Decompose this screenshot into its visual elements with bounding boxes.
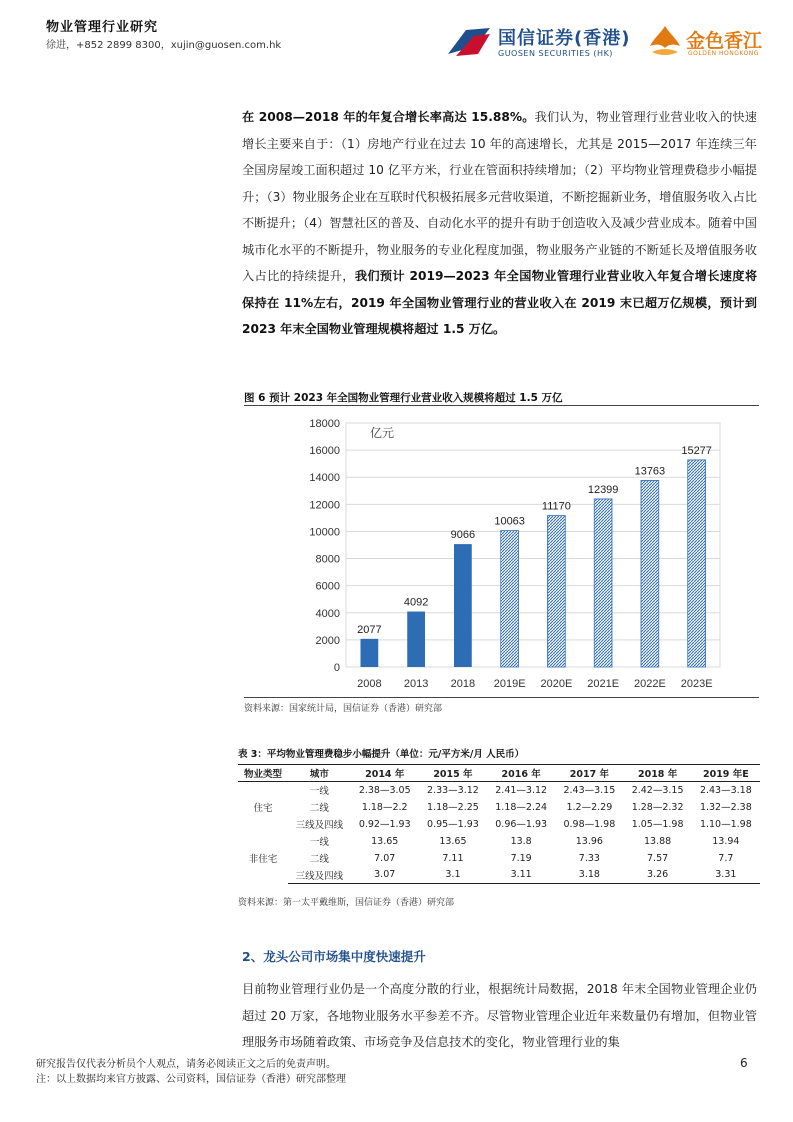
golden-hongkong-logo-en: GOLDEN HONGKONG: [688, 50, 759, 57]
bar: [360, 639, 378, 667]
guosen-logo-icon: [446, 24, 492, 60]
revenue-chart: [244, 405, 759, 695]
fee-value-cell: 13.65: [439, 835, 467, 847]
bar: [407, 612, 425, 667]
footer-disclaimer: 研究报告仅代表分析员个人观点，请务必阅读正文之后的免责声明。: [36, 1059, 336, 1070]
figure-bottom-rule: [244, 697, 759, 698]
table-row: [238, 799, 760, 816]
bar: [594, 499, 612, 667]
city-tier-cell: 三线及四线: [295, 820, 344, 831]
bar: [547, 516, 565, 667]
fee-value-cell: 1.18—2.2: [361, 801, 408, 813]
guosen-logo: [446, 22, 631, 66]
property-type-cell: 非住宅: [248, 854, 278, 865]
city-tier-cell: 三线及四线: [288, 867, 351, 884]
x-tick-label: 2022E: [633, 678, 666, 690]
fee-value-cell: 13.65: [371, 835, 399, 847]
property-type-cell: 住宅: [253, 803, 273, 815]
intro-bold-tail: 我们预计 2019—2023 年全国物业管理行业营业收入年复合增长速度将保持在 11%左右，2019 年全国物业管理行业的营业收入在 2019 末已超万亿规模，预计到 2023 年末全国物业管理规模将超过 1.5 万亿。: [242, 269, 758, 336]
fee-value-cell: 3.26: [623, 867, 691, 884]
y-unit-label: 亿元: [370, 426, 395, 440]
city-tier-cell: 二线: [309, 854, 329, 865]
table-header-cell: 物业类型: [238, 765, 288, 782]
page-header: [36, 14, 763, 64]
fee-value-cell: 1.18—2.25: [427, 801, 479, 813]
city-tier-cell: 一线: [309, 786, 329, 798]
x-tick-label: 2008: [357, 678, 382, 690]
golden-hongkong-logo-cn: 金色香江: [686, 30, 763, 52]
footer-note: 注：以上数据均来官方披露、公司资料，国信证券（香港）研究部整理: [36, 1074, 346, 1085]
y-tick-label: 6000: [315, 580, 340, 593]
fee-value-cell: 13.96: [575, 835, 603, 847]
data-label: 12399: [587, 483, 619, 496]
table-header-cell: 2018 年: [623, 765, 691, 782]
y-tick-label: 2000: [315, 634, 340, 647]
table-row: [238, 782, 760, 799]
fee-value-cell: 7.57: [647, 852, 669, 864]
golden-hongkong-logo: [646, 20, 766, 66]
intro-body: 我们认为，物业管理行业营业收入的快速增长主要来自于：（1）房地产行业在过去 10 年的高速增长，尤其是 2015—2017 年连续三年全国房屋竣工面积超过 10 亿平方米，行业在管面积持续增加；（2）平均物业管理费稳步小幅提升；（3）物业服务企业在互联时代积极拓展多元营收渠道，不断挖掘新业务，增值服务收入占比不断提升；（4）智慧社区的普及、自动化水平的提升有助于创造收入及减少营业成本。随着中国城市化水平的不断提升，物业服务的专业化程度加强，物业服务产业链的不断延长及增值服务收入占比的持续提升，: [242, 110, 757, 283]
x-tick-label: 2023E: [680, 678, 713, 690]
intro-paragraph: [242, 104, 757, 343]
fee-value-cell: 3.11: [487, 867, 555, 884]
table-title: 表 3：平均物业管理费稳步小幅提升（单位：元/平方米/月 人民币）: [238, 749, 525, 760]
fee-value-cell: 1.2—2.29: [566, 801, 613, 813]
revenue-bar-chart: [244, 405, 759, 695]
fee-value-cell: 0.95—1.93: [427, 818, 479, 830]
data-label: 15277: [681, 444, 712, 457]
bar: [454, 544, 472, 667]
data-label: 2077: [357, 623, 382, 636]
table-header-cell: 2016 年: [487, 765, 555, 782]
fee-value-cell: 1.18—2.24: [495, 801, 548, 813]
fee-value-cell: 1.10—1.98: [699, 818, 752, 830]
fee-value-cell: 0.98—1.98: [563, 818, 616, 830]
fee-value-cell: 13.94: [712, 835, 740, 847]
y-tick-label: 10000: [309, 526, 340, 539]
bar: [688, 460, 706, 667]
x-tick-label: 2020E: [540, 678, 573, 690]
fee-value-cell: 2.43—3.15: [563, 784, 616, 796]
x-tick-label: 2021E: [587, 678, 620, 690]
guosen-logo-en: GUOSEN SECURITIES (HK): [498, 49, 613, 58]
data-label: 9066: [450, 529, 476, 542]
fee-value-cell: 7.19: [510, 852, 532, 864]
fee-value-cell: 13.8: [510, 835, 532, 847]
y-tick-label: 4000: [315, 607, 340, 620]
section-body: 目前物业管理行业仍是一个高度分散的行业，根据统计局数据，2018 年末全国物业管理企业仍超过 20 万家，各地物业服务水平参差不齐。尽管物业管理企业近年来数量仍有增加，但物业管理服务市场随着政策、市场竞争及信息技术的变化，物业管理行业的集: [242, 982, 757, 1049]
y-tick-label: 18000: [309, 418, 340, 430]
fee-value-cell: 1.32—2.38: [699, 801, 752, 813]
fee-value-cell: 7.7: [718, 852, 734, 864]
fee-value-cell: 0.96—1.93: [495, 818, 548, 830]
golden-hongkong-logo-icon: [646, 22, 684, 62]
table-header-row: [238, 765, 760, 782]
fee-value-cell: 2.33—3.12: [427, 784, 479, 796]
fee-value-cell: 2.43—3.18: [699, 784, 752, 796]
x-tick-label: 2019E: [493, 678, 526, 690]
fee-value-cell: 13.88: [643, 835, 672, 847]
data-label: 11170: [541, 500, 571, 513]
y-tick-label: 16000: [309, 445, 340, 458]
table-row: [238, 833, 760, 850]
fee-value-cell: 2.38—3.05: [358, 784, 411, 796]
fee-table: [238, 764, 760, 884]
fee-value-cell: 7.07: [374, 852, 396, 864]
intro-bold-lead: 在 2008—2018 年的年复合增长率高达 15.88%。: [242, 110, 535, 124]
bar: [501, 531, 519, 667]
fee-value-cell: 3.1: [419, 867, 487, 884]
y-tick-label: 14000: [309, 472, 340, 485]
fee-value-cell: 1.05—1.98: [631, 818, 684, 830]
table-header-cell: 2017 年: [555, 765, 623, 782]
table-header-cell: 2019 年E: [692, 765, 760, 782]
fee-value-cell: 3.31: [692, 867, 760, 884]
x-tick-label: 2013: [403, 678, 429, 690]
fee-value-cell: 3.07: [351, 867, 419, 884]
guosen-logo-cn: 国信证券(香港): [498, 28, 631, 49]
table-header-cell: 城市: [288, 765, 351, 782]
figure-source: 资料来源：国家统计局，国信证券（香港）研究部: [244, 704, 443, 714]
fee-value-cell: 7.33: [578, 852, 600, 864]
table-row: [238, 867, 760, 884]
city-tier-cell: 二线: [309, 803, 329, 814]
fee-value-cell: 2.41—3.12: [495, 784, 548, 796]
data-label: 4092: [403, 596, 429, 609]
report-title: 物业管理行业研究: [46, 20, 159, 35]
fee-value-cell: 0.92—1.93: [358, 818, 411, 830]
figure-title: 图 6 预计 2023 年全国物业管理行业营业收入规模将超过 1.5 万亿: [244, 392, 563, 404]
table-header-cell: 2015 年: [419, 765, 487, 782]
data-label: 10063: [494, 515, 525, 528]
y-tick-label: 8000: [315, 553, 340, 566]
y-tick-label: 12000: [309, 499, 340, 512]
section-title: 2、龙头公司市场集中度快速提升: [242, 949, 426, 964]
x-tick-label: 2018: [450, 678, 476, 690]
y-tick-label: 0: [333, 662, 340, 674]
fee-value-cell: 3.18: [555, 867, 623, 884]
fee-value-cell: 7.11: [442, 852, 464, 864]
fee-value-cell: 2.42—3.15: [631, 784, 684, 796]
bar: [641, 480, 659, 667]
data-label: 13763: [634, 465, 666, 478]
table-header-cell: 2014 年: [351, 765, 419, 782]
plot-frame: [346, 423, 720, 667]
table-row: [238, 850, 760, 867]
fee-value-cell: 1.28—2.32: [631, 801, 684, 813]
page-number: 6: [740, 1056, 748, 1070]
analyst-contact: 徐进，+852 2899 8300，xujin@guosen.com.hk: [46, 40, 282, 51]
table-row: [238, 816, 760, 833]
table-source: 资料来源：第一太平戴维斯，国信证券（香港）研究部: [238, 898, 455, 908]
city-tier-cell: 一线: [309, 837, 329, 848]
